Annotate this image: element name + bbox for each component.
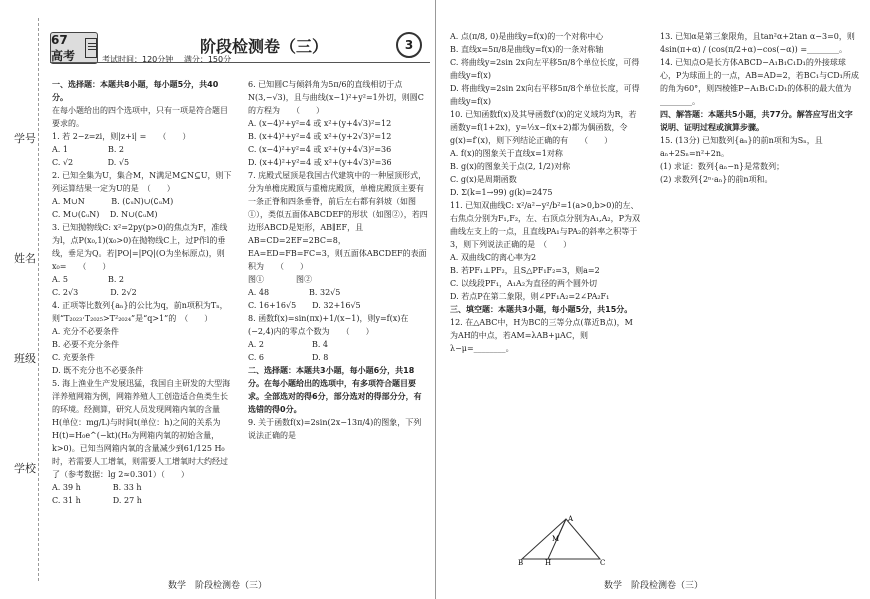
left-col2-line: D. (x+4)²+y²=4 或 x²+(y+4√3)²=36 [248, 158, 392, 167]
right-col2-line: (1) 求证：数列{aₙ−n}是常数列； [660, 162, 785, 171]
class-label: 学号 [14, 132, 36, 145]
binding-strip [0, 0, 44, 599]
right-col2-line: 14. 已知点O是长方体ABCD−A₁B₁C₁D₁的外接球球心，P为球面上的一点，AB=AD=2，若BC₁与CD₁所成的角为60°，则四棱锥P−A₁B₁C₁D₁的体积的最大值为________。 [660, 58, 859, 106]
right-col1-line: B. 直线x=5π/8是曲线y=f(x)的一条对称轴 [450, 45, 604, 54]
exam-score: 满分：150分 [183, 55, 232, 64]
left-col2-line: 6. 已知圆C与倾斜角为5π/6的直线相切于点N(3,−√3)，且与曲线(x−1)²+y²=1外切，则圆C的方程为 （ ） [248, 80, 424, 115]
left-col2-line: C. (x−4)²+y²=4 或 x²+(y+4√3)²=36 [248, 145, 392, 154]
triangle-figure [516, 515, 606, 565]
left-col1-line: 在每小题给出的四个选项中，只有一项是符合题目要求的。 [52, 106, 228, 128]
right-col1-line: A. 点(π/8, 0)是曲线y=f(x)的一个对称中心 [450, 32, 604, 41]
right-col1-line: 10. 已知函数f(x)及其导函数f′(x)的定义域均为R，若函数y=f(1+2x)，y=½x−f(x+2)都为偶函数，令g(x)=f′(x)，则下列结论正确的有 （ ） [450, 110, 637, 145]
left-column-1 [52, 78, 232, 507]
left-col1-line: 3. 已知抛物线C: x²=2py(p>0)的焦点为F，准线为l，点P(x₀,1)(x₀>0)在抛物线C上，过P作l的垂线，垂足为Q。若|PO|=|PQ|(O为坐标原点)，则x₀= （ ） [52, 223, 228, 271]
left-col2-line: C. 16+16√5 D. 32+16√5 [248, 301, 361, 310]
left-col1-line: C. 2√3 D. 2√2 [52, 288, 137, 297]
right-col1-line: D. 将曲线y=2sin 2x向右平移5π/8个单位长度，可得曲线y=f(x) [450, 84, 640, 106]
right-col1-line: 12. 在△ABC中，H为BC的三等分点(靠近B点)，M为AH的中点，若AM=λAB+μAC，则λ−μ=________。 [450, 318, 633, 353]
left-col1-line: C. 充要条件 [52, 353, 95, 362]
left-col1-line: A. M∪N B. (∁ᵤN)∪(∁ᵤM) [52, 197, 174, 206]
left-col1-line: 一、选择题：本题共8小题，每小题5分，共40分。 [52, 80, 219, 102]
left-col2-line: A. 2 B. 4 [248, 340, 329, 349]
left-col1-line: A. 39 h B. 33 h [52, 483, 142, 492]
fig-label-c: C [600, 559, 606, 565]
grade-label: 班级 [14, 352, 36, 365]
fig-label-h: H [545, 559, 552, 565]
left-col2-line: A. 48 B. 32√5 [248, 288, 341, 297]
left-col2-line: B. (x+4)²+y²=4 或 x²+(y+2√3)²=12 [248, 132, 392, 141]
fig-label-a: A [568, 515, 574, 523]
left-col1-line: A. 充分不必要条件 [52, 327, 119, 336]
left-col1-line: C. √2 D. √5 [52, 158, 130, 167]
right-col2-line: 13. 已知α是第三象限角，且tan²α+2tan α−3=0，则4sin(π+α) / (cos(π/2+α)−cos(−α)) =________。 [660, 32, 855, 54]
left-col1-line: C. 31 h D. 27 h [52, 496, 142, 505]
right-col1-line: 三、填空题：本题共3小题，每小题5分，共15分。 [450, 305, 633, 314]
right-col1-line: D. Σ(k=1→99) g(k)=2475 [450, 188, 553, 197]
right-col1-line: 11. 已知双曲线C: x²/a²−y²/b²=1(a>0,b>0)的左、右焦点分别为F₁,F₂，左、右顶点分别为A₁,A₂，P为双曲线左支上的一点，且直线PA₁与PA₂的斜率之积等于3，则下列说法正确的是 （ ） [450, 201, 640, 249]
page-title: 阶段检测卷（三） [200, 37, 329, 56]
right-page [435, 0, 870, 599]
footer-right: 数学 阶段检测卷（三） [603, 581, 703, 591]
header [50, 32, 430, 72]
right-col1-line: C. 以线段PF₁，A₁A₂为直径的两个圆外切 [450, 279, 598, 288]
seal-line [38, 18, 39, 581]
right-column-2 [660, 30, 860, 186]
exam-time: 考试时间：120分钟 [102, 55, 174, 64]
exam-meta [102, 54, 231, 65]
right-col1-line: B. g(x)的图象关于点(2, 1/2)对称 [450, 162, 571, 171]
right-col1-line: C. 将曲线y=2sin 2x向左平移5π/8个单位长度，可得曲线y=f(x) [450, 58, 640, 80]
document-icon [85, 38, 97, 58]
left-col1-line: A. 5 B. 2 [52, 275, 125, 284]
right-column-1 [450, 30, 640, 355]
left-col2-line: 8. 函数f(x)=sin(πx)+1/(x−1)，则y=f(x)在(−2,4)内的零点个数为 （ ） [248, 314, 409, 336]
left-col1-line: 4. 正项等比数列{aₙ}的公比为q，前n项积为Tₙ，则“T₂₀₂₃·T₂₀₂₅>T²₂₀₂₄”是“q>1”的 （ ） [52, 301, 228, 323]
right-col1-line: C. g(x)是周期函数 [450, 175, 517, 184]
left-col2-line: 二、选择题：本题共3小题，每小题6分，共18分。在每小题给出的选项中，有多项符合题目要求。全部选对的得6分，部分选对的得部分分，有选错的得0分。 [248, 366, 422, 414]
right-col1-line: A. 双曲线C的离心率为2 [450, 253, 537, 262]
left-col1-line: D. 既不充分也不必要条件 [52, 366, 144, 375]
right-col1-line: A. f(x)的图象关于直线x=1对称 [450, 149, 563, 158]
left-col1-line: A. 1 B. 2 [52, 145, 125, 154]
left-col2-line: A. (x−4)²+y²=4 或 x²+(y+4√3)²=12 [248, 119, 392, 128]
left-col1-line: 2. 已知全集为U，集合M，N满足M⊆N⊆U，则下列运算结果一定为U的是 （ ） [52, 171, 232, 193]
left-col2-line: 图① 图② [248, 275, 312, 284]
name-label: 姓名 [14, 252, 36, 265]
right-col2-line: (2) 求数列{2ⁿ·aₙ}的前n项和。 [660, 175, 773, 184]
header-rule [50, 62, 430, 63]
right-col2-line: 15. (13分) 已知数列{aₙ}的前n项和为Sₙ，且aₙ+2Sₙ=n²+2n。 [660, 136, 823, 158]
right-col1-line: D. 若点P在第二象限，则∠PF₁A₂=2∠PA₂F₁ [450, 292, 610, 301]
paper-number-badge: 3 [396, 32, 422, 58]
left-col2-line: 9. 关于函数f(x)=2sin(2x−13π/4)的图象，下列说法正确的是 [248, 418, 422, 440]
left-col1-line: 1. 若 2−z=zi，则|z+i| = （ ） [52, 132, 191, 141]
school-label: 学校 [14, 462, 36, 475]
right-col1-line: B. 若PF₁⊥PF₂，且S△PF₁F₂=3，则a=2 [450, 266, 600, 275]
left-col1-line: C. M∪(∁ᵤN) D. N∪(∁ᵤM) [52, 210, 158, 219]
left-col1-line: B. 必要不充分条件 [52, 340, 119, 349]
logo-text: 67 高考 [51, 32, 76, 63]
left-column-2 [248, 78, 428, 442]
right-col2-line: 四、解答题：本题共5小题，共77分。解答应写出文字说明、证明过程或演算步骤。 [660, 110, 853, 132]
footer-left: 数学 阶段检测卷（三） [167, 581, 267, 591]
left-col1-line: 5. 海上渔业生产发展迅猛，我国自主研发的大型海洋养殖网箱为例，网箱养殖人工创造适合鱼类生长的环境。经测算，研究人员发现网箱内氧的含量H(单位：mg/L)与时间t(单位：h)之间的关系为H(t)=H₀e^(−kt)(H₀为网箱内氧的初始含量，k>0)。已知当网箱内氧的含量减少到61/125 H₀时，若需要人工增氧，则需要人工增氧时大约经过了（参考数据：lg 2≈0.301）（ ） [52, 379, 231, 479]
fig-label-b: B [518, 559, 524, 565]
fig-label-m: M [552, 535, 560, 543]
left-col2-line: 7. 庑殿式屋顶是我国古代建筑中的一种屋顶形式，分为单檐庑殿顶与重檐庑殿顶，单檐庑殿顶主要有一条正脊和四条垂脊，前后左右都有斜坡（如图①），类似五面体ABCDEF的形状（如图②），若四边形ABCD是矩形，AB∥EF，且AB=CD=2EF=2BC=8，EA=ED=FB=FC=3，则五面体ABCDEF的表面积为 （ ） [248, 171, 428, 271]
left-col2-line: C. 6 D. 8 [248, 353, 329, 362]
logo [50, 32, 98, 64]
